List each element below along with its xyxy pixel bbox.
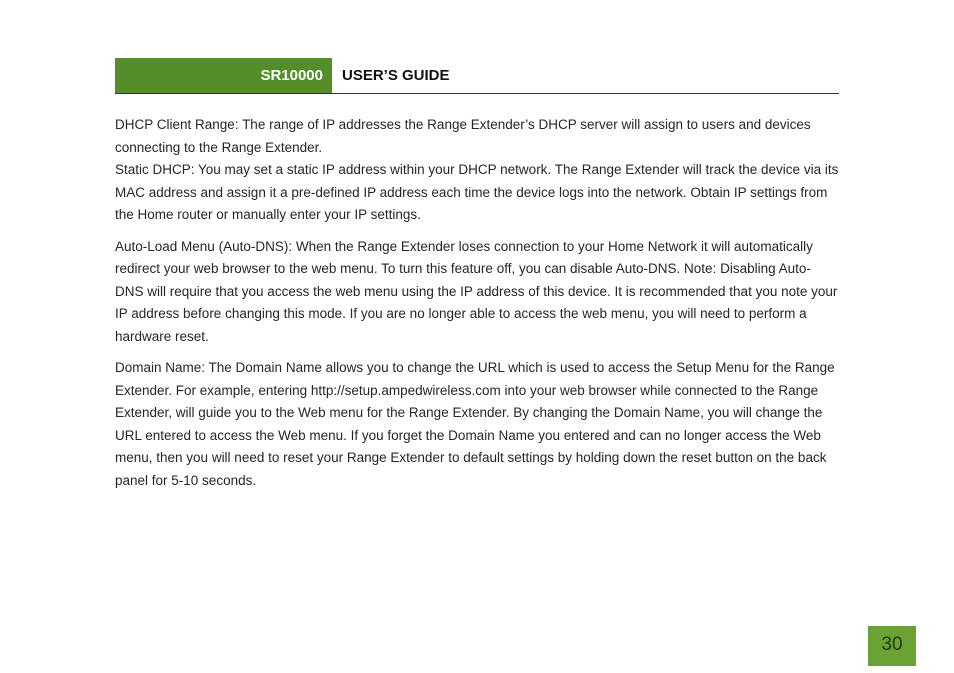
paragraph-static-dhcp: Static DHCP: You may set a static IP address within your DHCP network. The Range Extender will track the device via its MAC address and assign it a pre-defined IP address each time the device logs into the network. Obtain IP settings from the Home router or manually enter your IP settings. xyxy=(115,162,839,222)
page-header xyxy=(115,58,839,94)
paragraph-dhcp-client-range: DHCP Client Range: The range of IP addresses the Range Extender’s DHCP server will assign to users and devices connecting to the Range Extender. xyxy=(115,117,811,155)
guide-title: USER’S GUIDE xyxy=(342,67,450,84)
page-number-badge: 30 xyxy=(868,626,916,666)
model-label: SR10000 xyxy=(115,58,332,93)
paragraph-auto-dns: Auto-Load Menu (Auto-DNS): When the Range Extender loses connection to your Home Network it will automatically redirect your web browser to the web menu. To turn this feature off, you can disable Auto-DNS. Note: Disabling Auto-DNS will require that you access the web menu using the IP address of this device. It is recommended that you note your IP address before changing this mode. If you are no longer able to access the web menu, you will need to perform a hardware reset. xyxy=(115,238,838,344)
paragraph-domain-name: Domain Name: The Domain Name allows you to change the URL which is used to access the Setup Menu for the Range Extender. For example, entering http://setup.ampedwireless.com into your web browser while connected to the Range Extender, will guide you to the Web menu for the Range Extender. By changing the Domain Name, you will change the URL entered to access the Web menu. If you forget the Domain Name you entered and can no longer access the Web menu, then you will need to reset your Range Extender to default settings by holding down the reset button on the back panel for 5-10 seconds. xyxy=(115,360,835,488)
page-content xyxy=(115,114,839,501)
